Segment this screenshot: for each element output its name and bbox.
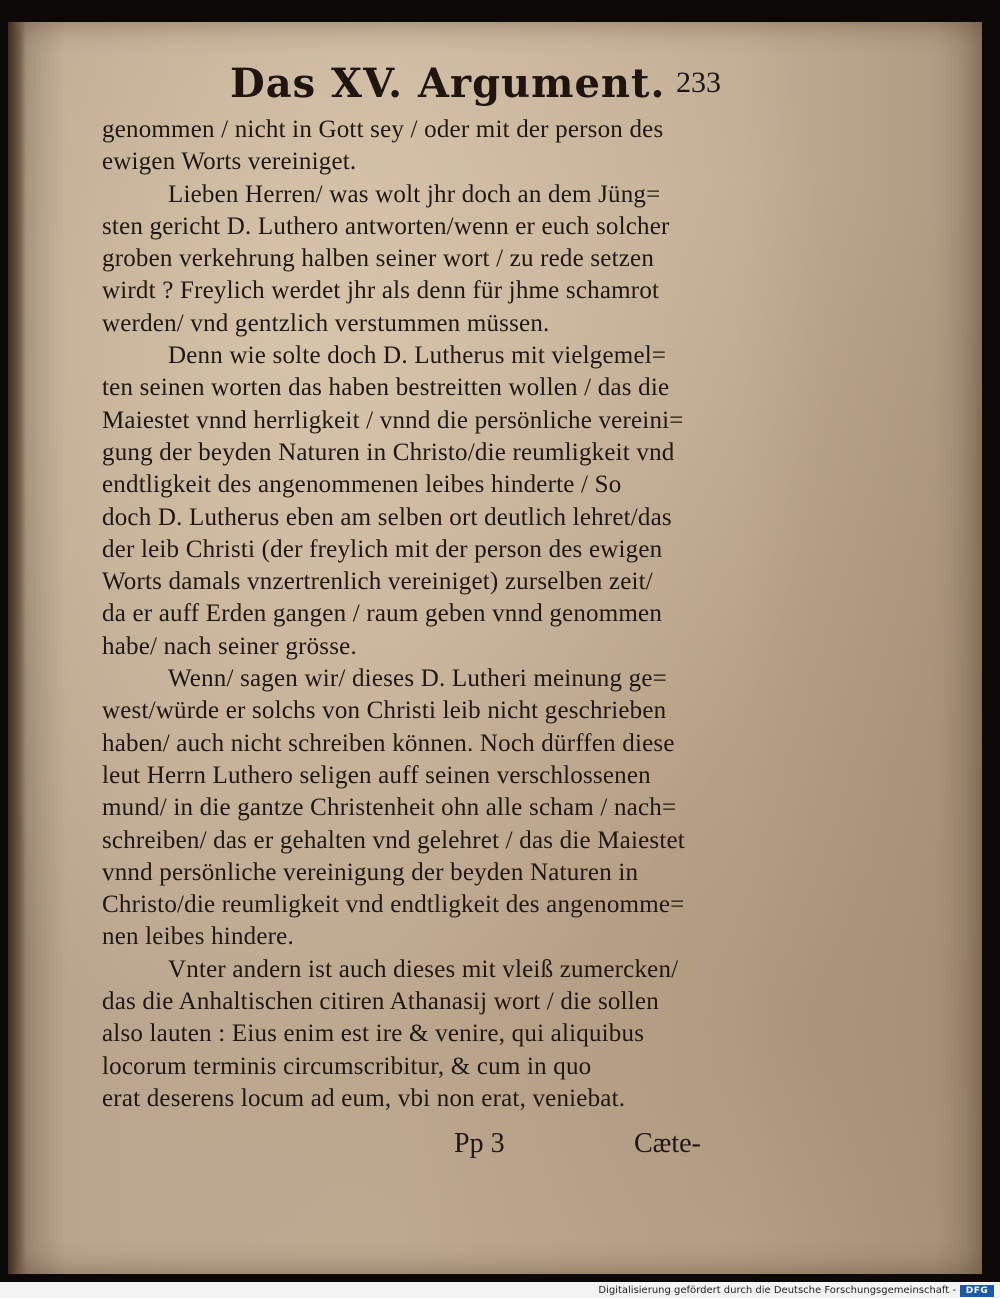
text-line: erat deserens locum ad eum, vbi non erat, veniebat. [102, 1084, 626, 1112]
text-line: ten seinen worten das haben bestreitten wollen / das die [102, 374, 670, 402]
catchword: Cæte- [634, 1128, 701, 1159]
text-line: werden/ vnd gentzlich verstummen müssen. [102, 309, 550, 337]
text-line: groben verkehrung halben seiner wort / zu rede setzen [102, 245, 655, 273]
text-line: Lieben Herren/ was wolt jhr doch an dem Jüng= [168, 180, 661, 208]
body-text [102, 114, 742, 1115]
text-line: Wenn/ sagen wir/ dieses D. Lutheri meinung ge= [168, 665, 667, 693]
text-line: doch D. Lutherus eben am selben ort deutlich lehret/das [102, 503, 672, 531]
text-line: der leib Christi (der freylich mit der person des ewigen [102, 535, 663, 563]
signature-mark: Pp 3 [454, 1128, 505, 1159]
text-line: Vnter andern ist auch dieses mit vleiß zumercken/ [168, 955, 679, 983]
text-line: Denn wie solte doch D. Lutherus mit vielgemel= [168, 342, 667, 370]
dfg-logo: DFG [960, 1285, 994, 1297]
text-line: Maiestet vnnd herrligkeit / vnnd die persönliche vereini= [102, 406, 684, 434]
text-line: also lauten : Eius enim est ire & venire, qui aliquibus [102, 1020, 645, 1048]
book-page [8, 22, 982, 1274]
running-title: Das XV. Argument. [230, 60, 666, 107]
text-line: leut Herrn Luthero seligen auff seinen verschlossenen [102, 761, 651, 789]
text-line: wirdt ? Freylich werdet jhr als denn für jhme schamrot [102, 277, 660, 305]
text-line: schreiben/ das er gehalten vnd gelehret / das die Maiestet [102, 826, 685, 854]
text-line: da er auff Erden gangen / raum geben vnnd genommen [102, 600, 663, 628]
text-line: nen leibes hindere. [102, 923, 294, 951]
page-footer [8, 1128, 982, 1164]
text-line: vnnd persönliche vereinigung der beyden Naturen in [102, 858, 639, 886]
text-line: genommen / nicht in Gott sey / oder mit der person des [102, 116, 664, 143]
text-line: gung der beyden Naturen in Christo/die reumligkeit vnd [102, 438, 675, 466]
text-line: west/würde er solchs von Christi leib nicht geschrieben [102, 697, 667, 725]
page-header [8, 60, 982, 116]
text-line: haben/ auch nicht schreiben können. Noch dürffen diese [102, 729, 675, 757]
digitization-credit-bar [0, 1284, 1000, 1298]
text-line: Christo/die reumligkeit vnd endtligkeit des angenomme= [102, 891, 685, 919]
text-line: locorum terminis circumscribitur, & cum in quo [102, 1052, 592, 1080]
text-line: endtligkeit des angenommenen leibes hinderte / So [102, 471, 622, 499]
page-number: 233 [676, 66, 721, 99]
text-line: mund/ in die gantze Christenheit ohn alle scham / nach= [102, 794, 677, 822]
credit-text: Digitalisierung gefördert durch die Deutsche Forschungsgemeinschaft - [598, 1285, 956, 1296]
text-line: das die Anhaltischen citiren Athanasij wort / die sollen [102, 988, 659, 1016]
text-line: sten gericht D. Luthero antworten/wenn er euch solcher [102, 212, 670, 240]
text-line: habe/ nach seiner grösse. [102, 632, 357, 660]
page-gutter-shadow [8, 22, 26, 1274]
text-line: Worts damals vnzertrenlich vereiniget) zurselben zeit/ [102, 568, 653, 596]
text-line: ewigen Worts vereiniget. [102, 148, 357, 176]
